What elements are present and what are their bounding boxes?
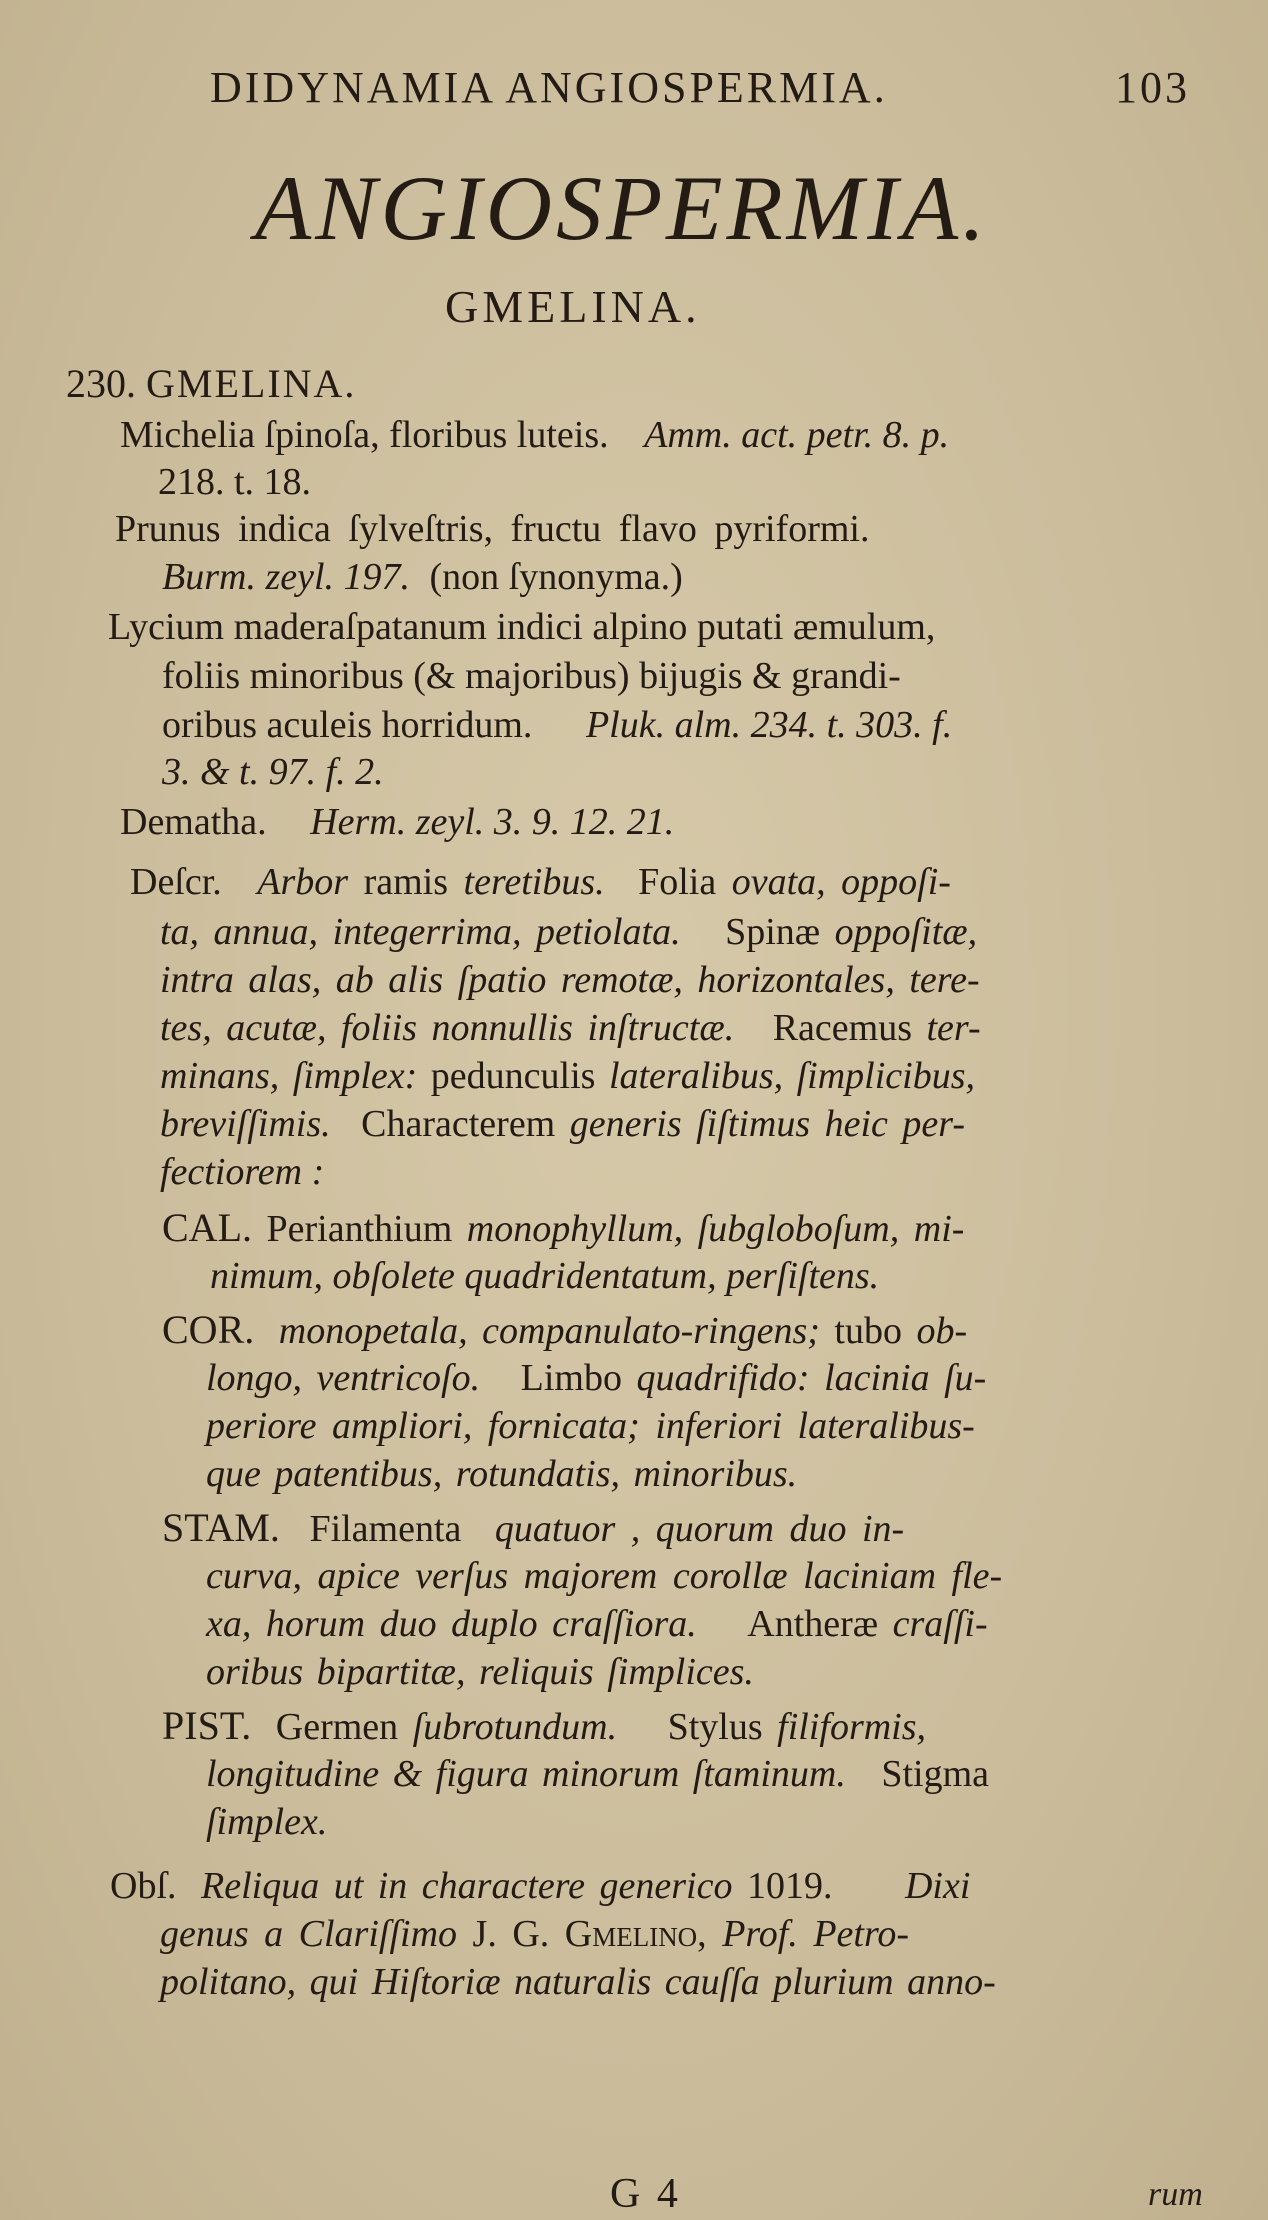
synonym-michelia-ref: 218. t. 18. [158, 461, 312, 503]
synonym-dematha: Dematha. Herm. zeyl. 3. 9. 12. 21. [120, 801, 675, 843]
description-line-5: minans, ſimplex: pedunculis lateralibus, ſimplicibus, [160, 1055, 975, 1097]
synonym-lycium-1: Lycium maderaſpatanum indici alpino putati æmulum, [108, 606, 936, 648]
synonym-lycium-2: foliis minoribus (& majoribus) bijugis & grandi- [162, 655, 901, 697]
character-pist-2: longitudine & figura minorum ſtaminum. Stigma [206, 1753, 990, 1795]
catchword: rum [1148, 2176, 1203, 2213]
character-stam-2: curva, apice verſus majorem corollæ laciniam fle- [206, 1555, 1003, 1597]
entry-number: 230. [66, 361, 136, 406]
character-cor-4: que patentibus, rotundatis, minoribus. [206, 1453, 798, 1495]
observation-line-2: genus a Clariſſimo J. G. Gmelino, Prof. Petro- [160, 1913, 910, 1955]
description-line-6: breviſſimis. Characterem generis ſiſtimus heic per- [160, 1103, 965, 1145]
synonym-lycium-3: oribus aculeis horridum. Pluk. alm. 234. t. 303. f. [162, 704, 953, 746]
description-line-4: tes, acutæ, foliis nonnullis inſtructæ. Racemus ter- [160, 1007, 981, 1049]
character-stam-3: xa, horum duo duplo craſſiora. Antheræ craſſi- [206, 1603, 988, 1645]
character-cal: CAL. Perianthium monophyllum, ſubgloboſum, mi- [162, 1205, 965, 1250]
character-cor-2: longo, ventricoſo. Limbo quadrifido: lacinia ſu- [206, 1357, 987, 1399]
section-title: ANGIOSPERMIA. [255, 157, 990, 259]
observation-line-3: politano, qui Hiſtoriæ naturalis cauſſa plurium anno- [160, 1961, 996, 2003]
description-line-7: fectiorem : [160, 1151, 325, 1193]
page-number: 103 [1115, 63, 1190, 112]
character-pist-3: ſimplex. [206, 1801, 328, 1843]
character-cor-3: periore ampliori, fornicata; inferiori lateralibus- [206, 1405, 975, 1447]
character-cor: COR. monopetala, companulato-ringens; tubo ob- [162, 1307, 968, 1352]
entry-name: GMELINA. [146, 361, 357, 406]
entry-heading [66, 362, 356, 406]
synonym-lycium-ref: 3. & t. 97. f. 2. [162, 751, 384, 793]
character-stam: STAM. Filamenta quatuor , quorum duo in- [162, 1505, 905, 1550]
description-line-3: intra alas, ab alis ſpatio remotæ, horizontales, tere- [160, 959, 980, 1001]
synonym-prunus-ref: Burm. zeyl. 197. (non ſynonyma.) [162, 556, 683, 598]
observation-line-1: Obſ. Reliqua ut in charactere generico 1019. Dixi [110, 1865, 971, 1907]
genus-heading: GMELINA. [445, 281, 701, 332]
description-line-2: ta, annua, integerrima, petiolata. Spinæ oppoſitæ, [160, 911, 978, 953]
description-line-1: Deſcr. Arbor ramis teretibus. Folia ovata, oppoſi- [130, 861, 951, 903]
signature-mark: G 4 [610, 2171, 681, 2217]
character-pist: PIST. Germen ſubrotundum. Stylus filiformis, [162, 1703, 927, 1748]
synonym-michelia: Michelia ſpinoſa, floribus luteis. Amm. act. petr. 8. p. [120, 414, 950, 456]
running-head-title: DIDYNAMIA ANGIOSPERMIA. [210, 63, 888, 112]
character-stam-4: oribus bipartitæ, reliquis ſimplices. [206, 1651, 754, 1693]
synonym-prunus: Prunus indica ſylveſtris, fructu flavo pyriformi. [115, 508, 870, 550]
character-cal-2: nimum, obſolete quadridentatum, perſiſtens. [210, 1255, 880, 1297]
